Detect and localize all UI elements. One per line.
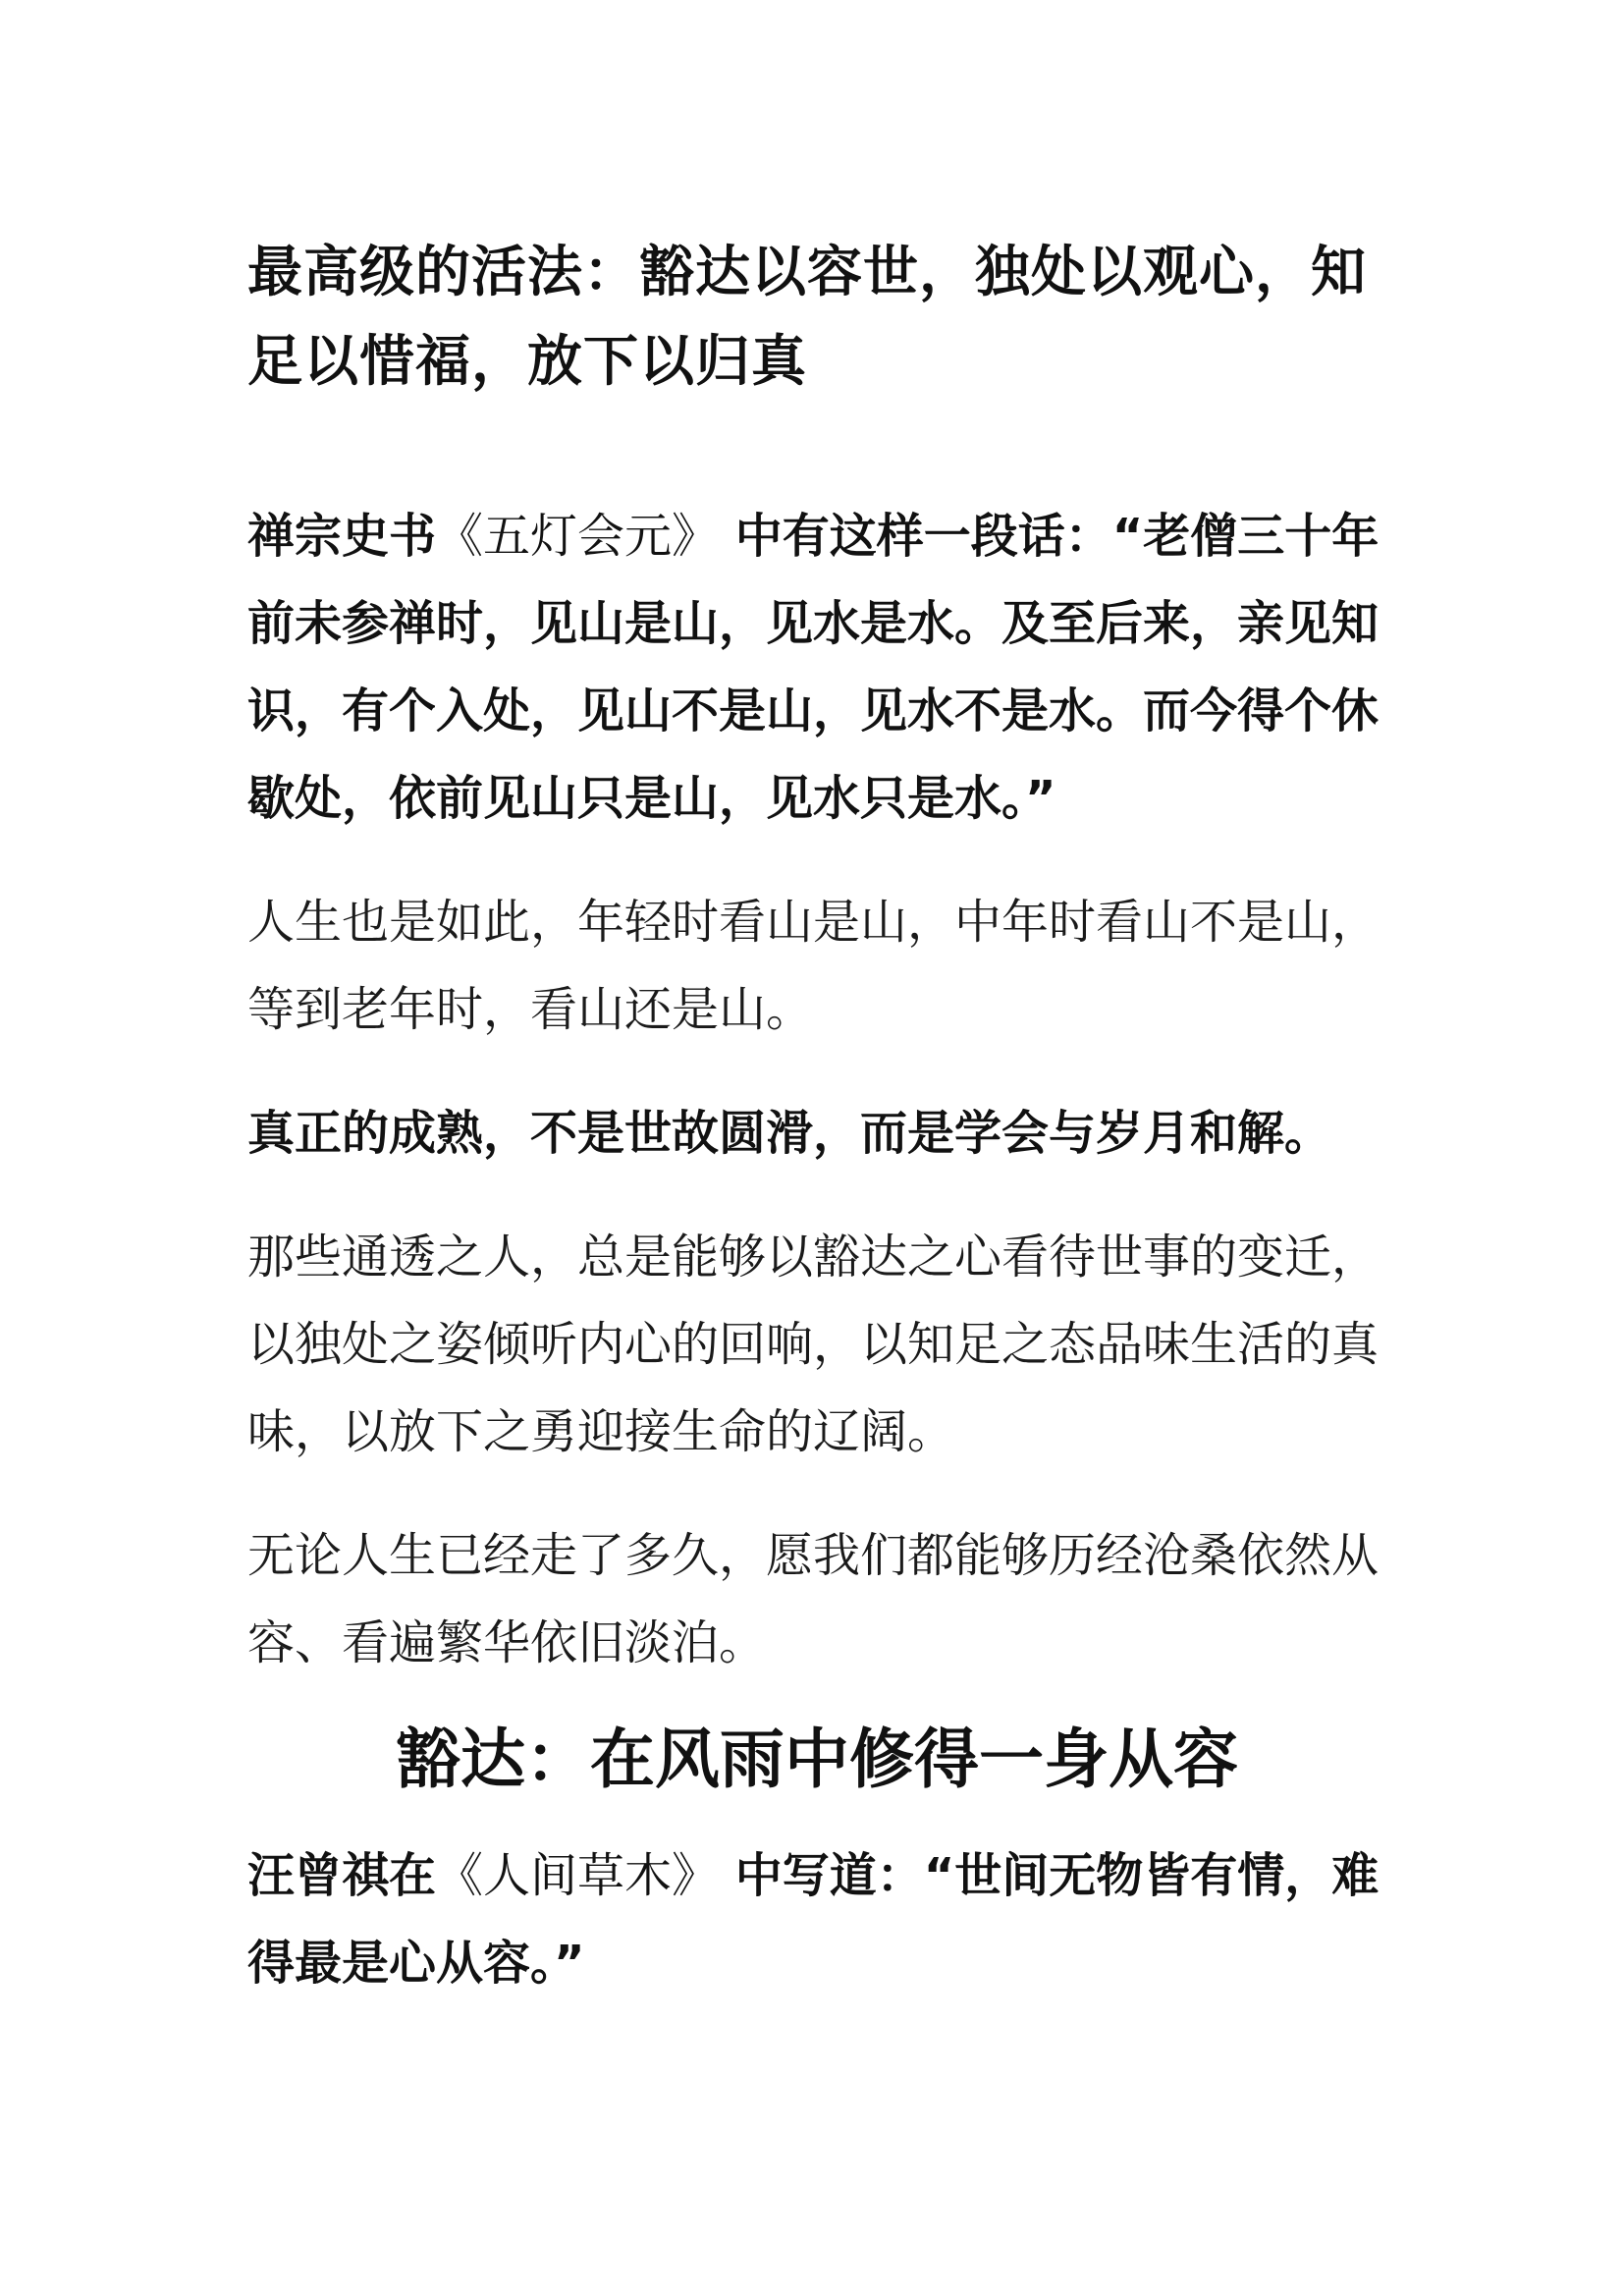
life-paragraph: 人生也是如此，年轻时看山是山，中年时看山不是山，等到老年时，看山还是山。 bbox=[247, 895, 1380, 1037]
section-heading: 豁达：在风雨中修得一身从容 bbox=[396, 1722, 1238, 1797]
people-paragraph: 那些通透之人，总是能够以豁达之心看待世事的变迁，以独处之姿倾听内心的回响，以知足之态品味生活的真味，以放下之勇迎接生命的辽阔。 bbox=[247, 1230, 1380, 1459]
document-content bbox=[247, 228, 1386, 2007]
section-intro-lead: 汪曾祺在 bbox=[247, 1848, 437, 1903]
intro-paragraph bbox=[247, 493, 1386, 843]
wish-paragraph: 无论人生已经走了多久，愿我们都能够历经沧桑依然从容、看遍繁华依旧淡泊。 bbox=[247, 1528, 1380, 1670]
section-intro-book-title: 《人间草木》 bbox=[436, 1848, 720, 1903]
section-intro-quote: 中写道：“世间无物皆有情，难得最是心从容。” bbox=[247, 1848, 1380, 1991]
section-intro-paragraph bbox=[247, 1832, 1386, 2007]
intro-book-title: 《五灯会元》 bbox=[436, 509, 720, 564]
maturity-paragraph: 真正的成熟，不是世故圆滑，而是学会与岁月和解。 bbox=[247, 1106, 1332, 1161]
intro-lead: 禅宗史书 bbox=[247, 509, 437, 564]
document-title: 最高级的活法：豁达以容世，独处以观心，知足以惜福，放下以归真 bbox=[247, 241, 1367, 394]
intro-quote: 中有这样一段话：“老僧三十年前未参禅时，见山是山，见水是水。及至后来，亲见知识，有个入处，见山不是山，见水不是水。而今得个休歇处，依前见山只是山，见水只是水。” bbox=[247, 509, 1380, 826]
